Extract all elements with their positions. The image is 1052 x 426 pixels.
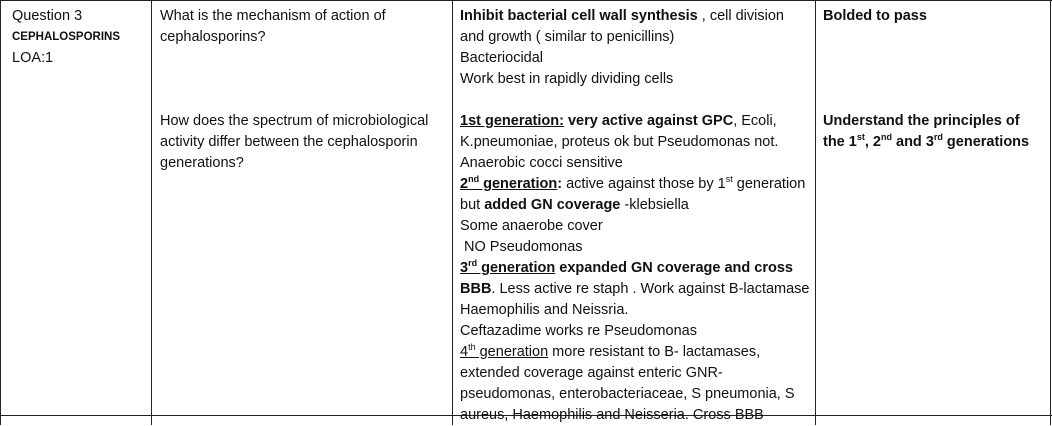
note-2-b: , 2 bbox=[864, 134, 881, 150]
gen3-block bbox=[460, 258, 810, 321]
gen4-num: 4 bbox=[460, 344, 469, 360]
gen3-word: generation bbox=[477, 260, 556, 276]
answer-1-line2: Bacteriocidal bbox=[460, 50, 544, 66]
gen4-rest: more resistant to B- lactamases, extended coverage against enteric GNR- pseudomonas, enterobacteriaceae, S pneumonia, S aureus, Haemophilis and Neisseria. Cross BBB bbox=[460, 344, 795, 423]
note-2-sup3: rd bbox=[933, 132, 943, 143]
gen2-block bbox=[460, 174, 810, 216]
note-2-d: generations bbox=[942, 134, 1030, 150]
gen2-line3: NO Pseudomonas bbox=[460, 239, 583, 255]
gen2-text-sup: st bbox=[725, 174, 733, 185]
answer-1-rest: , cell division and growth ( similar to penicillins) bbox=[460, 8, 784, 45]
gen2-text-b: generation but bbox=[460, 176, 806, 213]
note-2-sup2: nd bbox=[880, 132, 892, 143]
gen2-label bbox=[460, 176, 557, 192]
gen4-sup: th bbox=[468, 342, 476, 353]
gen3-num: 3 bbox=[460, 260, 469, 276]
gen4-word: generation bbox=[475, 344, 549, 360]
answer-1-line1 bbox=[460, 6, 810, 48]
answer-1 bbox=[460, 6, 810, 90]
gen3-rest: . Less active re staph . Work against B-lactamase Haemophilis and Neissria. bbox=[460, 281, 810, 318]
gen2-text-a: active against those by 1 bbox=[562, 176, 726, 192]
column-border bbox=[0, 0, 1, 425]
question-info-cell bbox=[12, 6, 148, 69]
gen3-label bbox=[460, 260, 555, 276]
gen1-label: 1st generation: bbox=[460, 113, 564, 129]
gen1-rest: , Ecoli, K.pneumoniae, proteus ok but Pseudomonas not. Anaerobic cocci sensitive bbox=[460, 113, 779, 171]
column-border bbox=[1050, 0, 1051, 425]
answer-1-bold: Inhibit bacterial cell wall synthesis bbox=[460, 8, 698, 24]
loa-label: LOA:1 bbox=[12, 50, 54, 66]
gen1-block bbox=[460, 111, 810, 174]
table-top-border bbox=[0, 0, 1052, 1]
note-2-c: and 3 bbox=[891, 134, 934, 150]
column-border bbox=[151, 0, 152, 425]
note-1: Bolded to pass bbox=[823, 8, 927, 24]
column-border bbox=[815, 0, 816, 425]
answer-1-line3: Work best in rapidly dividing cells bbox=[460, 71, 674, 87]
gen2-bold: added GN coverage bbox=[484, 197, 621, 213]
gen1-bold: very active against GPC bbox=[563, 113, 734, 129]
note-2-a: Understand the principles of the 1 bbox=[823, 113, 1020, 150]
gen2-num: 2 bbox=[460, 176, 469, 192]
question-number: Question 3 bbox=[12, 8, 83, 24]
gen4-block bbox=[460, 342, 810, 426]
question-2: How does the spectrum of microbiological activity differ between the cephalosporin generations? bbox=[160, 113, 429, 171]
gen3-line2: Ceftazadime works re Pseudomonas bbox=[460, 323, 697, 339]
gen3-bold: expanded GN coverage and cross BBB bbox=[460, 260, 793, 297]
answer-2 bbox=[460, 111, 810, 426]
question-1: What is the mechanism of action of cephalosporins? bbox=[160, 8, 386, 45]
gen3-sup: rd bbox=[468, 258, 478, 269]
gen2-sup: nd bbox=[468, 174, 480, 185]
gen4-label bbox=[460, 344, 548, 360]
gen2-line2: Some anaerobe cover bbox=[460, 218, 603, 234]
gen2-text-c: -klebsiella bbox=[620, 197, 689, 213]
topic-label: CEPHALOSPORINS bbox=[12, 31, 120, 43]
note-2 bbox=[823, 111, 1045, 153]
gen2-colon: : bbox=[557, 176, 563, 192]
column-border bbox=[452, 0, 453, 425]
note-2-sup1: st bbox=[856, 132, 865, 143]
gen2-word: generation bbox=[479, 176, 558, 192]
